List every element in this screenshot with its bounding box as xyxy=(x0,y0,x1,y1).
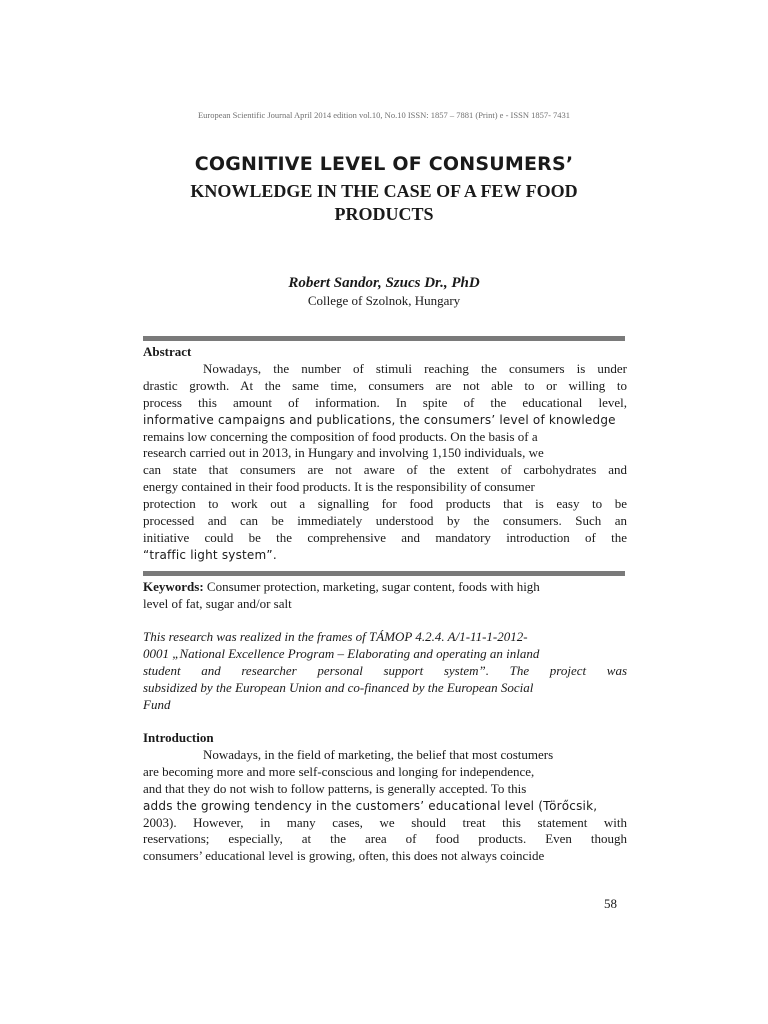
introduction-line: 2003). However, in many cases, we should treat this statement with xyxy=(143,814,627,830)
abstract-line: initiative could be the comprehensive and mandatory introduction of the xyxy=(143,529,627,545)
introduction-line: Nowadays, in the field of marketing, the belief that most costumers xyxy=(203,746,554,762)
funding-line: 0001 „National Excellence Program – Elaborating and operating an inland xyxy=(143,645,540,661)
paper-title xyxy=(0,180,768,226)
paper-title-line-1: COGNITIVE LEVEL OF CONSUMERS’ xyxy=(194,153,574,175)
abstract-line: informative campaigns and publications, the consumers’ level of knowledge xyxy=(143,412,616,427)
keywords-text: Consumer protection, marketing, sugar content, foods with high xyxy=(203,579,540,594)
funding-line: This research was realized in the frames of TÁMOP 4.2.4. A/1-11-1-2012- xyxy=(143,629,528,644)
page-number: 58 xyxy=(604,896,617,911)
introduction-line: consumers’ educational level is growing, often, this does not always coincide xyxy=(143,848,545,864)
journal-header: European Scientific Journal April 2014 edition vol.10, No.10 ISSN: 1857 – 7881 (Print) e - ISSN 1857- 7431 xyxy=(197,110,571,120)
author-affiliation: College of Szolnok, Hungary xyxy=(307,293,461,308)
abstract-line: processed and can be immediately understood by the consumers. Such an xyxy=(143,513,627,529)
abstract-top-rule xyxy=(143,336,625,341)
funding-line: student and researcher personal support system”. The project was xyxy=(143,662,627,678)
keywords-section xyxy=(143,579,627,613)
author-names: Robert Sandor, Szucs Dr., PhD xyxy=(288,275,480,291)
funding-line: subsidized by the European Union and co-financed by the European Social xyxy=(143,679,534,695)
abstract-line: can state that consumers are not aware of the extent of carbohydrates and xyxy=(143,462,627,478)
abstract-bottom-rule xyxy=(143,571,625,576)
abstract-section xyxy=(143,344,627,564)
abstract-line: protection to work out a signalling for food products that is easy to be xyxy=(143,496,627,512)
introduction-heading: Introduction xyxy=(143,730,214,745)
keywords-label: Keywords: xyxy=(143,579,204,594)
introduction-section xyxy=(143,730,627,865)
abstract-line: research carried out in 2013, in Hungary and involving 1,150 individuals, we xyxy=(143,445,544,461)
abstract-line: process this amount of information. In spite of the educational level, xyxy=(143,394,627,410)
abstract-line: remains low concerning the composition of food products. On the basis of a xyxy=(143,428,538,444)
introduction-line: adds the growing tendency in the customers’ educational level (Törőcsik, xyxy=(143,798,598,813)
abstract-line: “traffic light system”. xyxy=(143,547,277,562)
abstract-line: energy contained in their food products. It is the responsibility of consumer xyxy=(143,479,535,495)
abstract-heading: Abstract xyxy=(143,344,192,359)
abstract-line: Nowadays, the number of stimuli reaching the consumers is under xyxy=(203,360,627,376)
abstract-line: drastic growth. At the same time, consumers are not able to or willing to xyxy=(143,377,627,393)
funding-note xyxy=(143,629,627,714)
keywords-text-line-2: level of fat, sugar and/or salt xyxy=(143,595,292,611)
introduction-line: reservations; especially, at the area of food products. Even though xyxy=(143,831,627,847)
paper-title-line-3: PRODUCTS xyxy=(334,204,434,224)
funding-line: Fund xyxy=(143,696,171,712)
paper-title-line-2: KNOWLEDGE IN THE CASE OF A FEW FOOD xyxy=(190,181,578,201)
introduction-line: and that they do not wish to follow patterns, is generally accepted. To this xyxy=(143,780,527,796)
introduction-line: are becoming more and more self-conscious and longing for independence, xyxy=(143,763,535,779)
